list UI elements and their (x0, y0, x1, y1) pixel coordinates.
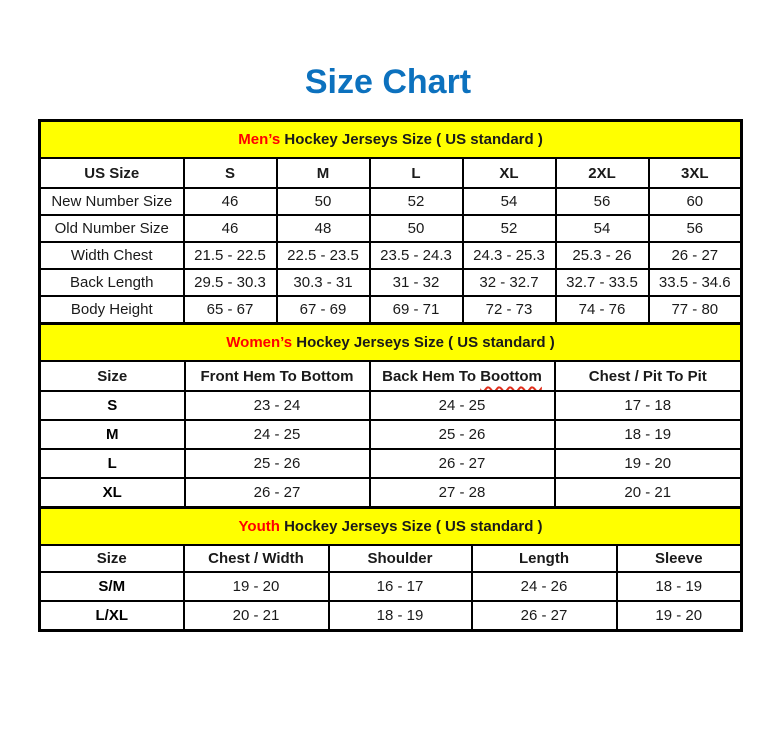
column-header: Length (472, 545, 617, 572)
table-row (40, 242, 742, 269)
row-label: Back Length (40, 269, 184, 296)
youth-banner-group-word: Youth (238, 518, 280, 536)
size-value-cell: 32.7 - 33.5 (556, 269, 649, 296)
youth-size-table (38, 506, 743, 632)
size-value-cell: 65 - 67 (184, 296, 277, 323)
size-value-cell: 19 - 20 (555, 449, 742, 478)
size-value-cell: 23 - 24 (185, 391, 370, 420)
size-value-cell: 52 (463, 215, 556, 242)
womens-banner-group-word: Women’s (226, 334, 293, 352)
size-value-cell: 19 - 20 (617, 601, 742, 630)
mens-table-banner: Men’s Hockey Jerseys Size ( US standard ) (40, 120, 742, 158)
misspelled-word: Boottom (480, 367, 542, 385)
size-value-cell: 18 - 19 (329, 601, 472, 630)
row-label: Width Chest (40, 242, 184, 269)
size-tables-container (38, 119, 740, 632)
column-header: Sleeve (617, 545, 742, 572)
size-value-cell: 67 - 69 (277, 296, 370, 323)
size-value-cell: 16 - 17 (329, 572, 472, 601)
size-value-cell: 22.5 - 23.5 (277, 242, 370, 269)
table-row (40, 391, 742, 420)
table-row (40, 296, 742, 323)
size-value-cell: 25.3 - 26 (556, 242, 649, 269)
column-header: 3XL (649, 158, 742, 188)
mens-banner-group-word: Men’s (238, 131, 281, 149)
size-value-cell: 26 - 27 (649, 242, 742, 269)
row-label: L/XL (40, 601, 184, 630)
row-label: S/M (40, 572, 184, 601)
size-value-cell: 52 (370, 188, 463, 215)
size-value-cell: 20 - 21 (555, 478, 742, 507)
column-header: Chest / Pit To Pit (555, 361, 742, 391)
table-row (40, 188, 742, 215)
size-value-cell: 26 - 27 (370, 449, 555, 478)
column-header: 2XL (556, 158, 649, 188)
size-value-cell: 72 - 73 (463, 296, 556, 323)
row-label: S (40, 391, 185, 420)
youth-banner-row (40, 507, 742, 545)
size-value-cell: 27 - 28 (370, 478, 555, 507)
size-value-cell: 54 (463, 188, 556, 215)
row-label: M (40, 420, 185, 449)
table-row (40, 449, 742, 478)
size-value-cell: 29.5 - 30.3 (184, 269, 277, 296)
column-header: Size (40, 361, 185, 391)
mens-banner-row (40, 120, 742, 158)
table-row (40, 601, 742, 630)
size-value-cell: 24 - 25 (185, 420, 370, 449)
table-row (40, 215, 742, 242)
womens-header-row (40, 361, 742, 391)
mens-size-table (38, 119, 743, 325)
size-value-cell: 60 (649, 188, 742, 215)
size-value-cell: 26 - 27 (472, 601, 617, 630)
womens-banner-row (40, 323, 742, 361)
column-header: Front Hem To Bottom (185, 361, 370, 391)
size-value-cell: 26 - 27 (185, 478, 370, 507)
size-value-cell: 24 - 25 (370, 391, 555, 420)
row-label: New Number Size (40, 188, 184, 215)
column-header: Size (40, 545, 184, 572)
row-label: Body Height (40, 296, 184, 323)
size-value-cell: 24 - 26 (472, 572, 617, 601)
size-chart-page (0, 62, 776, 632)
size-value-cell: 50 (370, 215, 463, 242)
size-value-cell: 30.3 - 31 (277, 269, 370, 296)
size-value-cell: 46 (184, 215, 277, 242)
table-row (40, 420, 742, 449)
column-header: M (277, 158, 370, 188)
youth-header-row (40, 545, 742, 572)
size-value-cell: 48 (277, 215, 370, 242)
size-value-cell: 25 - 26 (185, 449, 370, 478)
size-value-cell: 56 (649, 215, 742, 242)
table-row (40, 478, 742, 507)
size-value-cell: 69 - 71 (370, 296, 463, 323)
size-value-cell: 32 - 32.7 (463, 269, 556, 296)
size-value-cell: 46 (184, 188, 277, 215)
column-header: Shoulder (329, 545, 472, 572)
size-value-cell: 56 (556, 188, 649, 215)
womens-table-banner: Women’s Hockey Jerseys Size ( US standard ) (40, 323, 742, 361)
size-value-cell: 31 - 32 (370, 269, 463, 296)
column-header: Back Hem To Boottom (370, 361, 555, 391)
column-header: Chest / Width (184, 545, 329, 572)
column-header: US Size (40, 158, 184, 188)
row-label: XL (40, 478, 185, 507)
mens-header-row (40, 158, 742, 188)
size-value-cell: 23.5 - 24.3 (370, 242, 463, 269)
column-header: S (184, 158, 277, 188)
row-label: Old Number Size (40, 215, 184, 242)
table-row (40, 269, 742, 296)
table-row (40, 572, 742, 601)
size-value-cell: 24.3 - 25.3 (463, 242, 556, 269)
size-value-cell: 74 - 76 (556, 296, 649, 323)
size-value-cell: 18 - 19 (617, 572, 742, 601)
size-value-cell: 18 - 19 (555, 420, 742, 449)
column-header: L (370, 158, 463, 188)
size-value-cell: 77 - 80 (649, 296, 742, 323)
size-value-cell: 19 - 20 (184, 572, 329, 601)
youth-table-banner: Youth Hockey Jerseys Size ( US standard ) (40, 507, 742, 545)
size-value-cell: 25 - 26 (370, 420, 555, 449)
womens-size-table (38, 322, 743, 509)
size-value-cell: 50 (277, 188, 370, 215)
row-label: L (40, 449, 185, 478)
size-value-cell: 17 - 18 (555, 391, 742, 420)
size-value-cell: 33.5 - 34.6 (649, 269, 742, 296)
column-header: XL (463, 158, 556, 188)
page-title: Size Chart (304, 63, 472, 101)
size-value-cell: 20 - 21 (184, 601, 329, 630)
size-value-cell: 54 (556, 215, 649, 242)
size-value-cell: 21.5 - 22.5 (184, 242, 277, 269)
